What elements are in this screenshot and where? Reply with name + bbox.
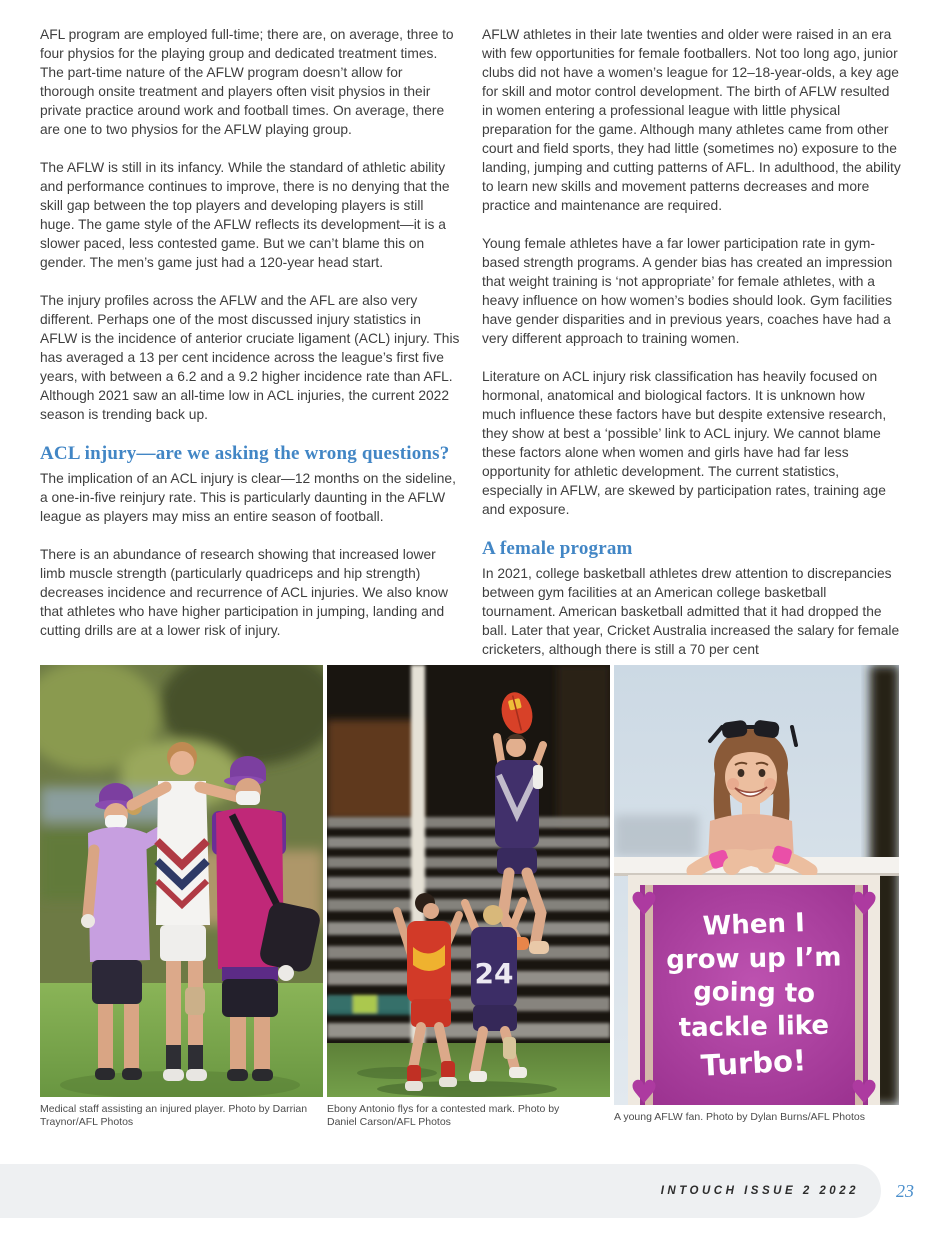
photo-young-fan [614, 665, 899, 1124]
right-column [482, 25, 902, 678]
paragraph: In 2021, college basketball athletes drew attention to discrepancies between gym facilities at an American college basketball tournament. American basketball admitted that it had dropped the ball. Later that year, Cricket Australia increased the salary for female cricketers, although there is still a 70 per cent [482, 566, 900, 657]
paragraph: The injury profiles across the AFLW and the AFL are also very different. Perhaps one of the most discussed injury statistics in AFLW is the incidence of anterior cruciate ligament (ACL) injury. This has averaged a 13 per cent incidence across the league’s first five years, with between a 6.2 and a 9.2 higher incidence rate than AFL. Although 2021 saw an all-time low in ACL injuries, the current 2022 season is trending back up. [40, 293, 460, 422]
photo-contested-mark-image [327, 665, 610, 1097]
paragraph: Literature on ACL injury risk classification has heavily focused on hormonal, anatomical and biological factors. It is unknown how much influence these factors have but despite extensive research, they show at best a ‘possible’ link to ACL injury. We cannot blame these factors alone when women and girls have had far less opportunity for athletic development. The current statistics, especially in AFLW, are skewed by participation rates, training age and exposure. [482, 369, 887, 517]
paragraph: The AFLW is still in its infancy. While the standard of athletic ability and performance continues to improve, there is no denying that the skill gap between the top players and developing players is still huge. The game style of the AFLW reflects its development—it is a slower paced, less contested game. But we can’t blame this on gender. The men’s game just had a 120-year head start. [40, 160, 450, 270]
left-column [40, 25, 460, 659]
paragraph: The implication of an ACL injury is clear—12 months on the sideline, a one-in-five reinjury rate. This is particularly daunting in the AFLW league as players may miss an entire season of football. [40, 471, 456, 524]
footer-issue-text: INTOUCH ISSUE 2 2022 [660, 1185, 859, 1197]
photo-contested-mark [327, 665, 610, 1129]
sign-line-5: Turbo! [699, 1043, 808, 1083]
sign-line-4: tackle like [678, 1010, 830, 1044]
photo-caption: Ebony Antonio flys for a contested mark. Photo by Daniel Carson/AFL Photos [327, 1103, 560, 1128]
paragraph: AFLW athletes in their late twenties and older were raised in an era with few opportunities for female footballers. Not too long ago, junior clubs did not have a women’s league for 12–18-year-olds, a key age for skill and motor control development. The birth of AFLW resulted in women entering a professional league with little physical preparation for the game. Although many athletes came from other court and field sports, they had little (sometimes no) exposure to the landing, jumping and cutting patterns of AFL. In adulthood, the ability to learn new skills and movement patterns decreases and more practice and maintenance are required. [482, 27, 901, 213]
fan-sign [628, 875, 880, 1105]
footer-bar [0, 1164, 881, 1218]
heart-icon: ♥ [629, 885, 659, 923]
sign-line-1: When I [702, 908, 806, 942]
paragraph: There is an abundance of research showing that increased lower limb muscle strength (particularly quadriceps and hip strength) decreases incidence and recurrence of ACL injuries. We also know that athletes who have higher participation in jumping, landing and cutting drills are at a lower risk of injury. [40, 547, 448, 638]
paragraph: AFL program are employed full-time; there are, on average, three to four physios for the playing group and dedicated treatment times. The part-time nature of the AFLW program doesn’t allow for thorough onsite treatment and players often visit physios in their private practice around work and football times. On average, there are one to two physios for the AFLW playing group. [40, 27, 454, 137]
heart-icon: ♥ [629, 1073, 659, 1105]
photo-medical-staff [40, 665, 323, 1129]
photo-caption: Medical staff assisting an injured player. Photo by Darrian Traynor/AFL Photos [40, 1103, 308, 1128]
sign-line-3: going to [692, 976, 816, 1010]
section-heading-female-program: A female program [482, 538, 633, 559]
heart-icon: ♥ [849, 885, 879, 923]
photo-medical-staff-image [40, 665, 323, 1097]
paragraph: Young female athletes have a far lower participation rate in gym-based strength programs. A gender bias has created an impression that weight training is ‘not appropriate’ for female athletes, with a heavy influence on how women’s bodies should look. Gym facilities have gender disparities and in previous years, coaches have had a very different approach to training women. [482, 236, 893, 346]
sign-line-2: grow up I’m [666, 942, 842, 976]
page-number: 23 [896, 1181, 914, 1201]
jersey-number: 24 [474, 957, 514, 990]
photo-young-fan-image [614, 665, 899, 1105]
heart-icon: ♥ [849, 1073, 879, 1105]
photo-caption: A young AFLW fan. Photo by Dylan Burns/AFL Photos [614, 1111, 865, 1123]
photo-row [40, 665, 899, 1129]
section-heading-acl-injury: ACL injury—are we asking the wrong questions? [40, 443, 450, 464]
